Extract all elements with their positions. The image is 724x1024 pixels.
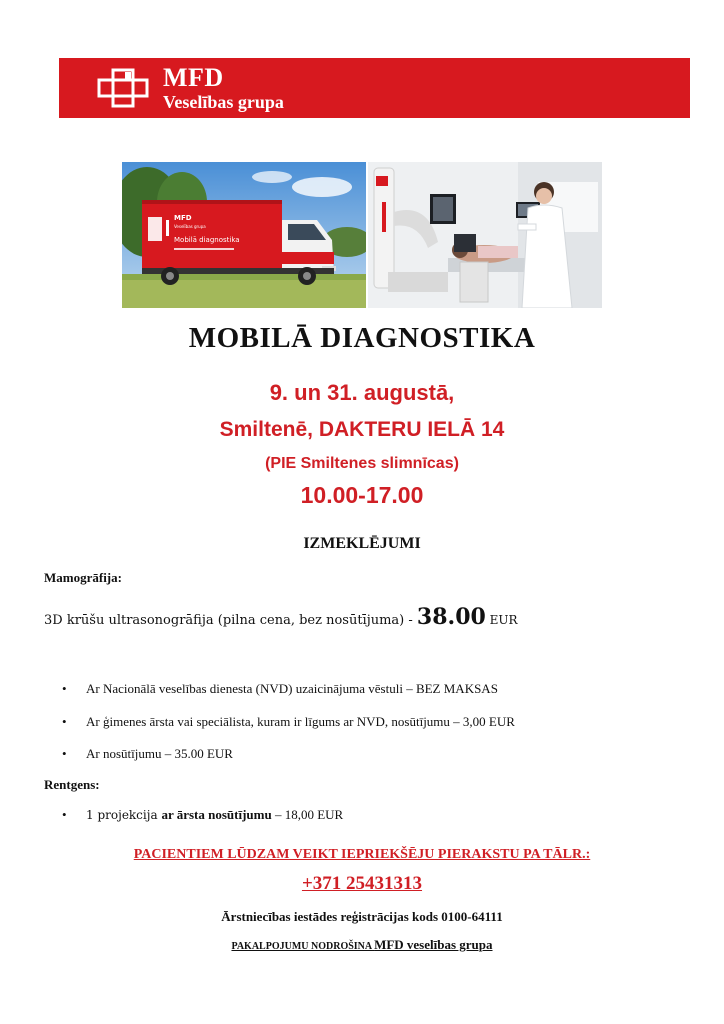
ultrasound-price-text: 3D krūšu ultrasonogrāfija (pilna cena, bez nosūtījuma) - [44,613,417,628]
ultrasound-price-amount: 38.00 [416,604,486,630]
registration-code: Ārstniecības iestādes reģistrācijas kods 0100-64111 [221,909,503,924]
xray-bold: ar ārsta nosūtījumu [161,807,272,822]
bullet-icon: • [62,681,67,696]
truck-photo [122,162,366,308]
list-item-text: Ar Nacionālā veselības dienesta (NVD) uzaicinājuma vēstuli – BEZ MAKSAS [86,681,498,696]
brand-name: MFD [163,63,224,92]
event-location: Smiltenē, DAKTERU IELĀ 14 [219,418,505,441]
list-item [62,746,233,762]
exams-heading: IZMEKLĒJUMI [303,535,421,552]
xray-prefix: 1 projekcija [86,808,162,822]
provider-name: MFD veselības grupa [374,937,493,952]
medical-cross-logo [95,68,151,108]
truck-text-line1: MFD [174,214,192,222]
list-item [62,681,498,697]
header-banner [59,58,690,118]
page-title: MOBILĀ DIAGNOSTIKA [188,322,536,354]
phone-number: +371 25431313 [301,873,423,894]
bullet-icon: • [62,746,67,761]
provider-lead: PAKALPOJUMU NODROŠINA [231,941,375,952]
event-location-note: (PIE Smiltenes slimnīcas) [265,455,459,472]
brand-subtitle: Veselības grupa [163,92,284,112]
xray-suffix: – 18,00 EUR [271,807,344,822]
event-dates: 9. un 31. augustā, [269,380,455,405]
mammography-photo [368,162,602,308]
provider-line [0,937,724,953]
xray-label: Rentgens: [44,777,100,792]
list-item [62,807,343,823]
bullet-icon: • [62,714,67,729]
list-item-text: Ar ģimenes ārsta vai speciālista, kuram ir līgums ar NVD, nosūtījumu – 3,00 EUR [86,714,515,729]
mammography-label: Mamogrāfija: [44,570,122,585]
truck-text-line3: Mobilā diagnostika [174,236,240,244]
list-item [62,714,515,730]
appointment-notice: PACIENTIEM LŪDZAM VEIKT IEPRIEKŠĒJU PIERAKSTU PA TĀLR.: [133,847,591,862]
ultrasound-price-unit: EUR [485,613,518,627]
ultrasound-price-line [44,604,518,630]
truck-text-line2: Veselības grupa [174,224,206,229]
bullet-icon: • [62,807,67,822]
event-hours: 10.00-17.00 [300,482,424,508]
list-item-text: Ar nosūtījumu – 35.00 EUR [86,746,233,761]
